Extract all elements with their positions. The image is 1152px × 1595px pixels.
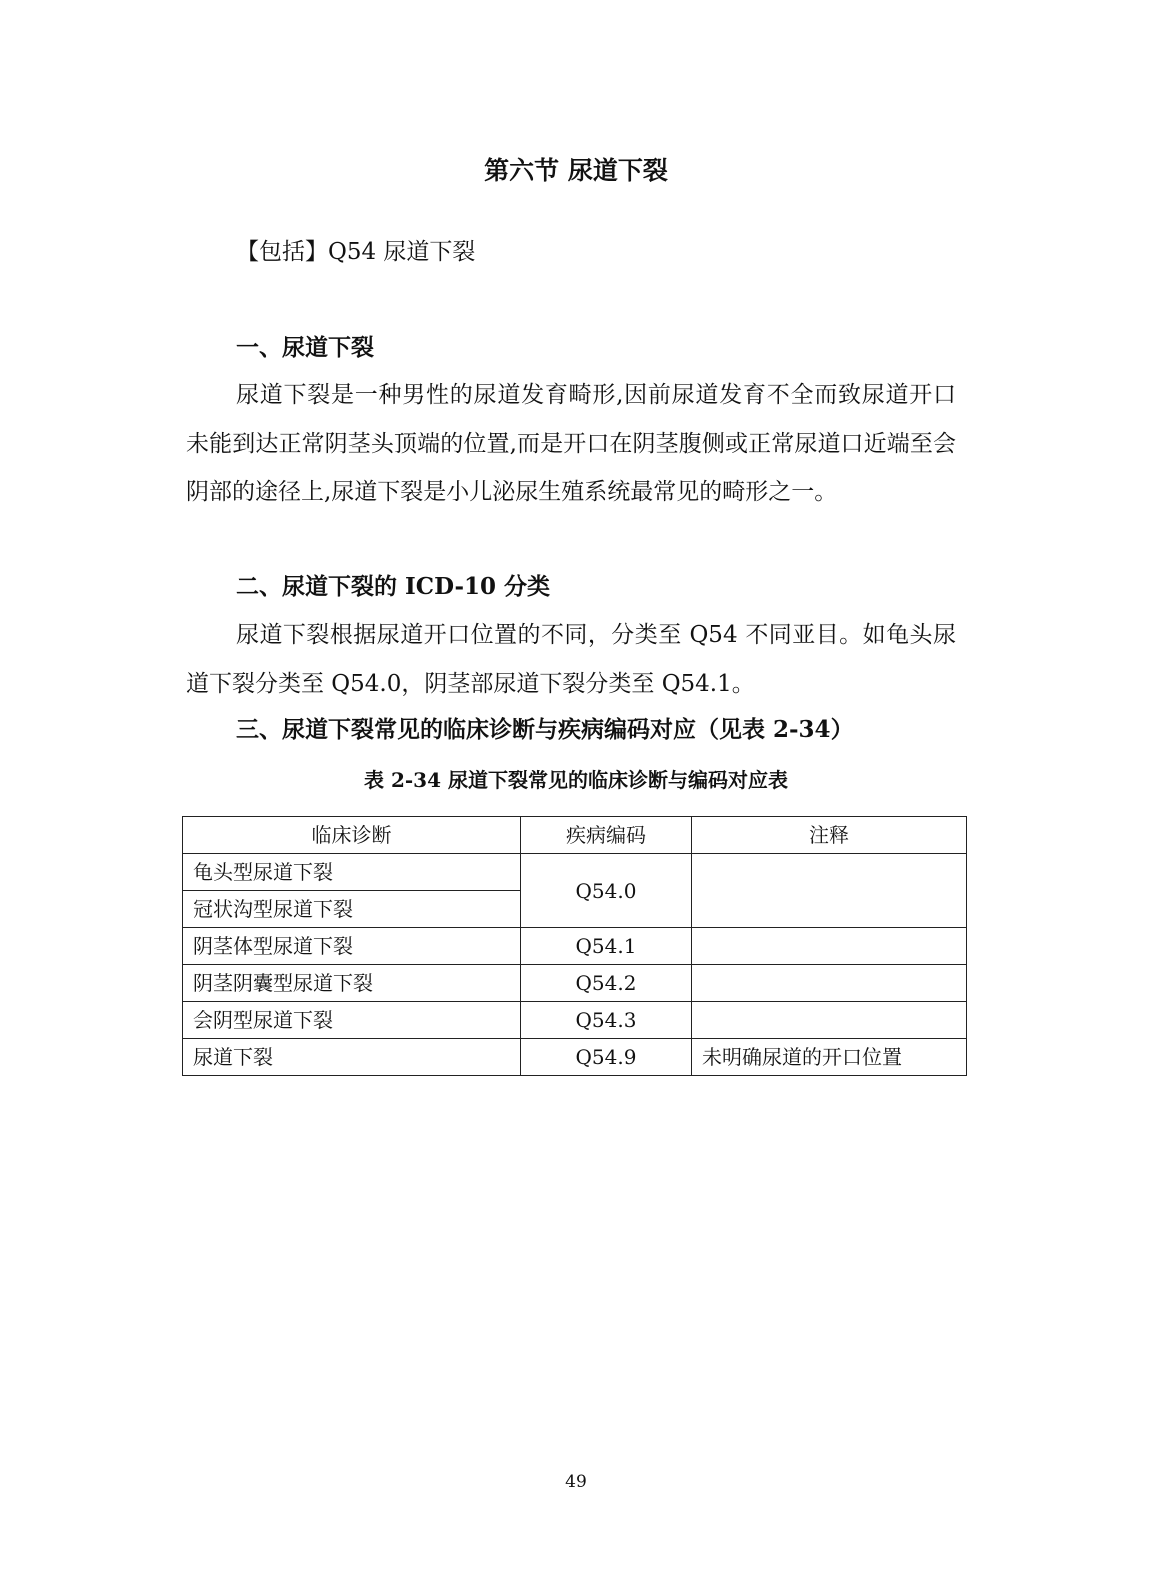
note-cell	[692, 854, 967, 928]
code-cell: Q54.0	[521, 854, 692, 928]
code-cell: Q54.2	[521, 965, 692, 1002]
heading-3: 三、尿道下裂常见的临床诊断与疾病编码对应（见表 2-34）	[236, 716, 854, 743]
header-code: 疾病编码	[521, 817, 692, 854]
table-row	[183, 965, 967, 1002]
diagnosis-cell: 龟头型尿道下裂	[183, 854, 521, 891]
section-title: 第六节 尿道下裂	[484, 156, 668, 185]
paragraph-1: 尿道下裂是一种男性的尿道发育畸形,因前尿道发育不全而致尿道开口未能到达正常阴茎头顶端的位置,而是开口在阴茎腹侧或正常尿道口近端至会阴部的途径上,尿道下裂是小儿泌尿生殖系统最常见的畸形之一。	[186, 382, 956, 506]
diagnosis-cell: 会阴型尿道下裂	[183, 1002, 521, 1039]
header-note: 注释	[692, 817, 967, 854]
table-row	[183, 854, 967, 891]
table-row	[183, 1002, 967, 1039]
code-cell: Q54.9	[521, 1039, 692, 1076]
note-cell: 未明确尿道的开口位置	[692, 1039, 967, 1076]
table-caption: 表 2-34 尿道下裂常见的临床诊断与编码对应表	[364, 768, 788, 792]
diagnosis-cell: 阴茎体型尿道下裂	[183, 928, 521, 965]
includes-line: 【包括】Q54 尿道下裂	[236, 239, 476, 265]
table-header-row	[183, 817, 967, 854]
code-cell: Q54.3	[521, 1002, 692, 1039]
table-row	[183, 928, 967, 965]
paragraph-2: 尿道下裂根据尿道开口位置的不同，分类至 Q54 不同亚目。如龟头尿道下裂分类至 Q54.0，阴茎部尿道下裂分类至 Q54.1。	[186, 622, 956, 697]
note-cell	[692, 928, 967, 965]
table-row	[183, 1039, 967, 1076]
diagnosis-cell: 尿道下裂	[183, 1039, 521, 1076]
diagnosis-cell: 冠状沟型尿道下裂	[183, 891, 521, 928]
diagnosis-code-table	[182, 816, 967, 1076]
heading-1: 一、尿道下裂	[236, 334, 374, 361]
note-cell	[692, 1002, 967, 1039]
heading-2: 二、尿道下裂的 ICD-10 分类	[236, 573, 551, 600]
note-cell	[692, 965, 967, 1002]
page-number: 49	[565, 1472, 587, 1492]
header-diagnosis: 临床诊断	[183, 817, 521, 854]
diagnosis-cell: 阴茎阴囊型尿道下裂	[183, 965, 521, 1002]
code-cell: Q54.1	[521, 928, 692, 965]
